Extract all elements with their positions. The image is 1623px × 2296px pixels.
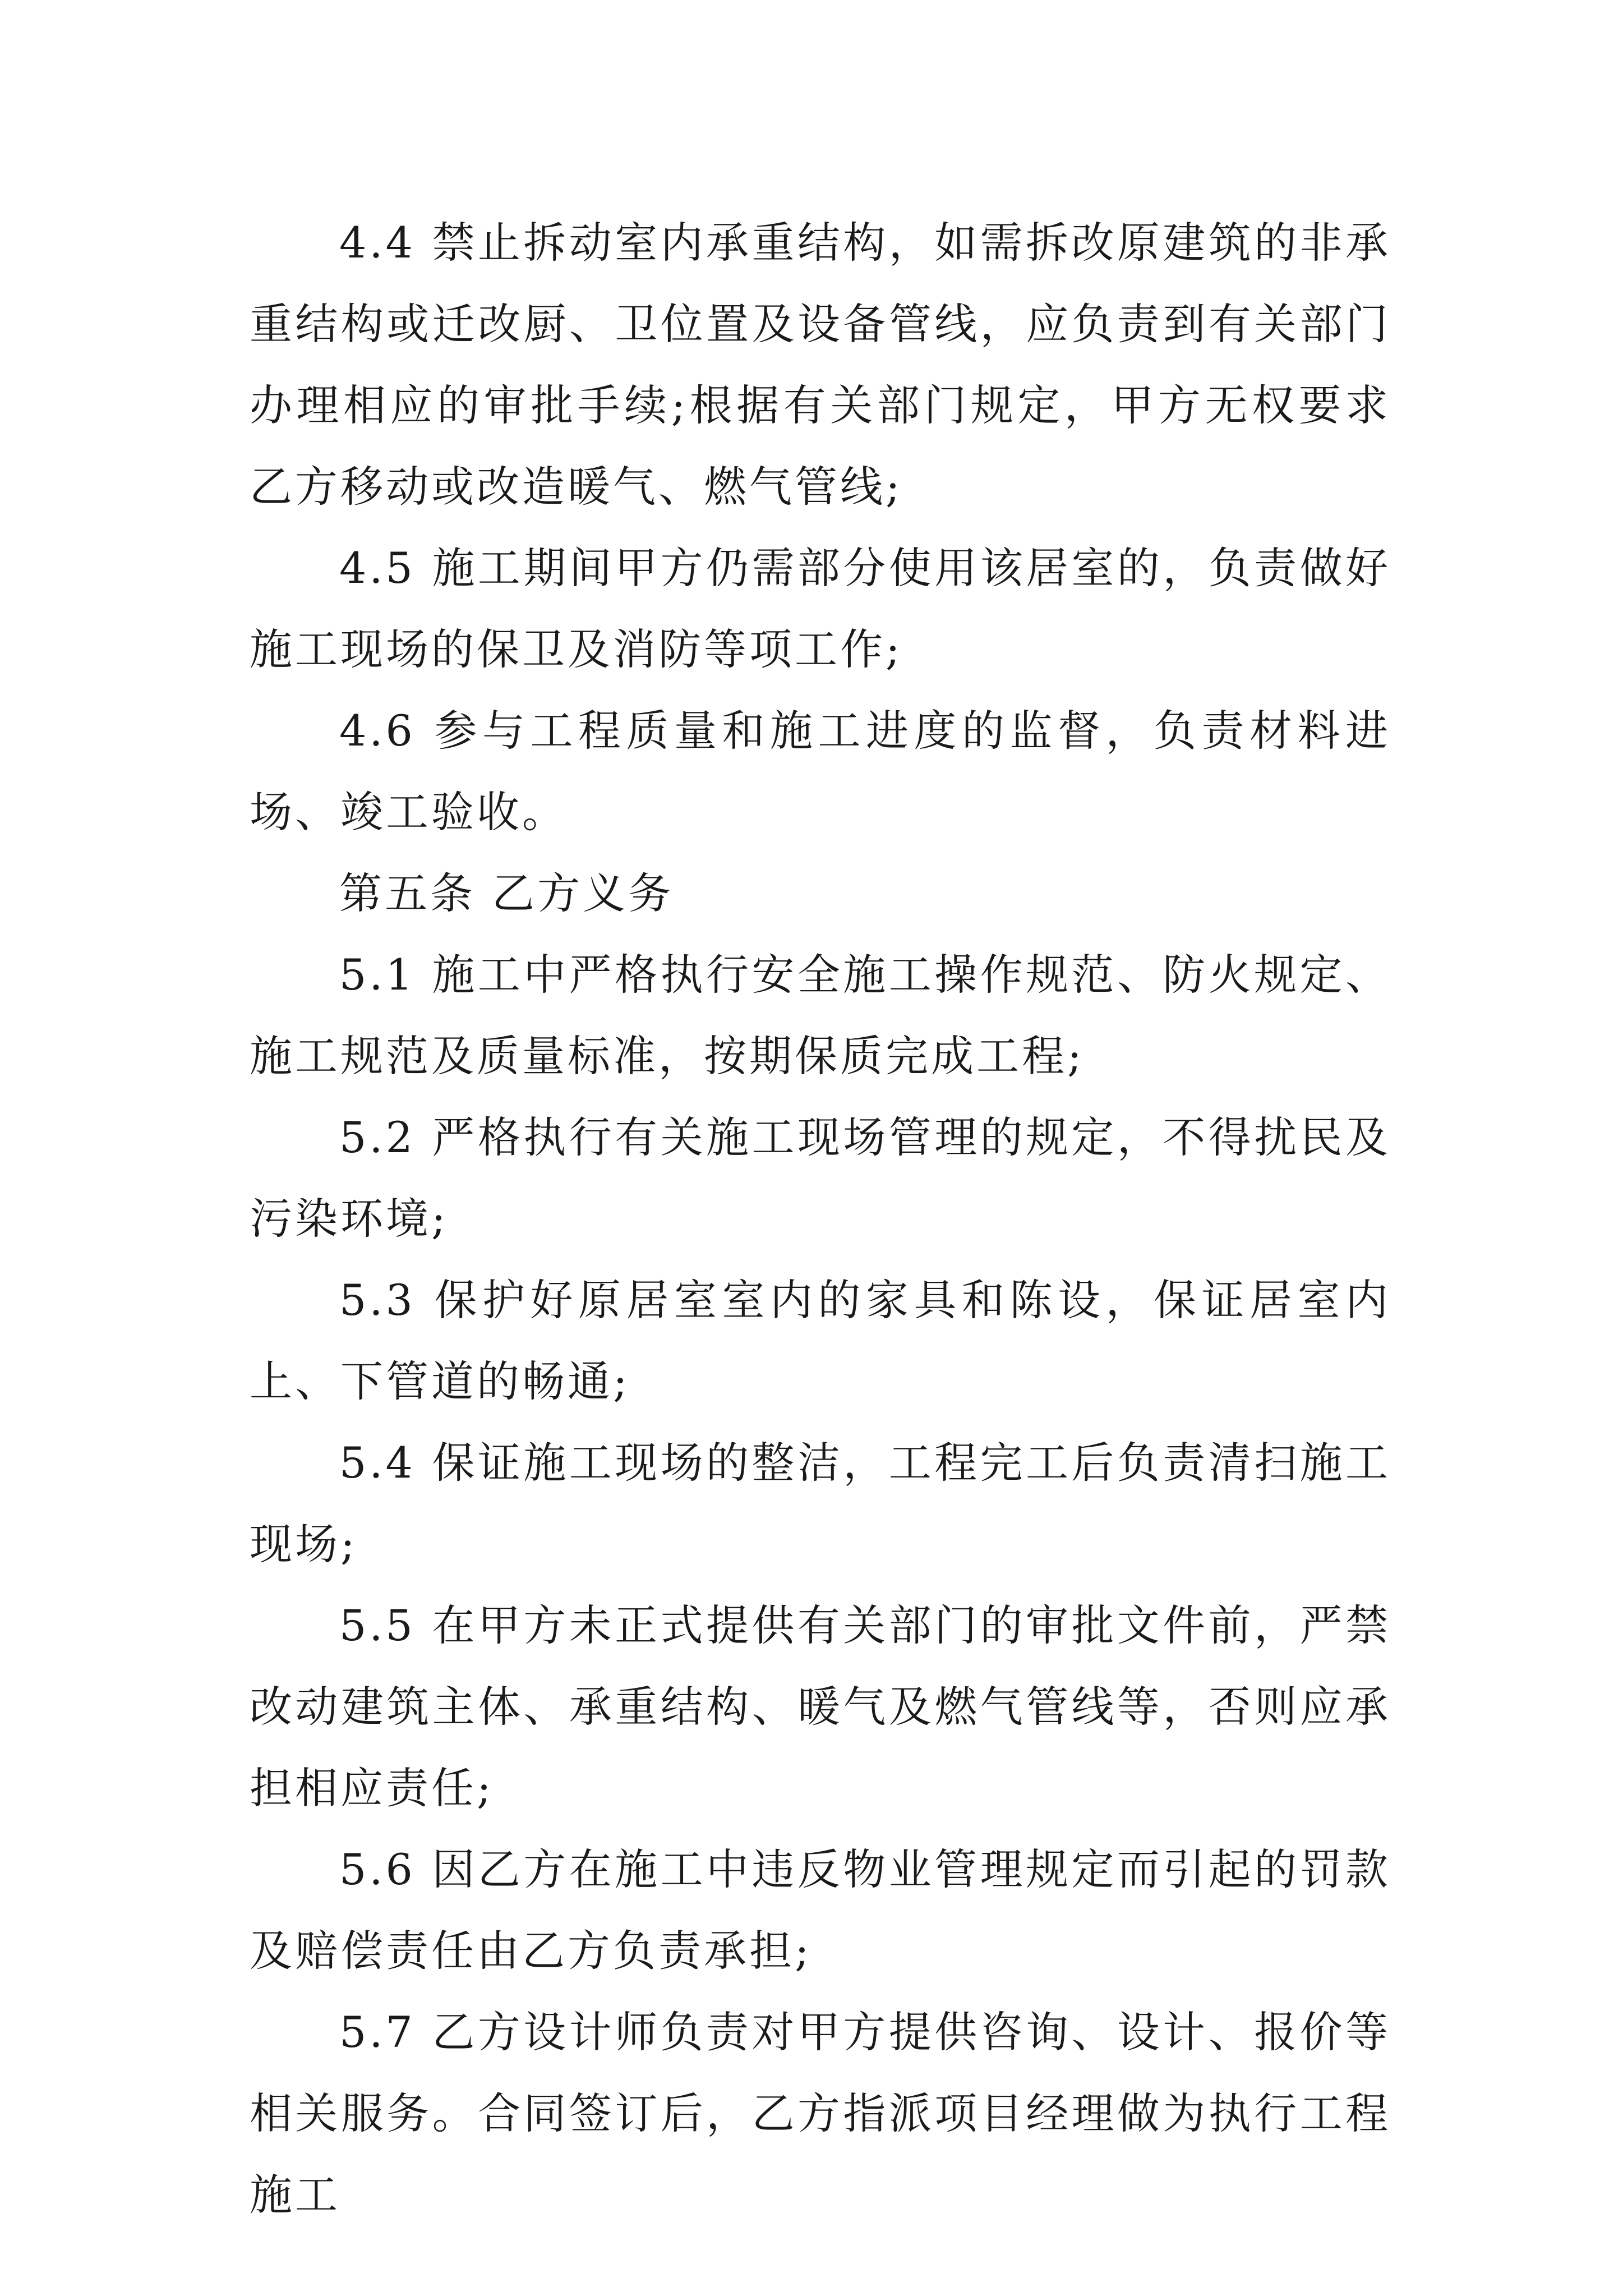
clause-4-4: 4.4 禁止拆动室内承重结构，如需拆改原建筑的非承重结构或迁改厨、卫位置及设备管线，应负责到有关部门办理相应的审批手续;根据有关部门规定，甲方无权要求乙方移动或改造暖气、燃气管线;: [250, 218, 1391, 512]
clause-5-2: 5.2 严格执行有关施工现场管理的规定，不得扰民及污染环境;: [250, 1112, 1391, 1244]
clause-5-3: 5.3 保护好原居室室内的家具和陈设，保证居室内上、下管道的畅通;: [250, 1275, 1391, 1406]
document-body: [250, 202, 1391, 2235]
clause-5-5: 5.5 在甲方未正式提供有关部门的审批文件前，严禁改动建筑主体、承重结构、暖气及燃气管线等，否则应承担相应责任;: [250, 1600, 1391, 1813]
clause-5-7: 5.7 乙方设计师负责对甲方提供咨询、设计、报价等相关服务。合同签订后，乙方指派项目经理做为执行工程施工: [250, 2007, 1391, 2220]
clause-5-4: 5.4 保证施工现场的整洁，工程完工后负责清扫施工现场;: [250, 1438, 1391, 1569]
clause-5-6: 5.6 因乙方在施工中违反物业管理规定而引起的罚款及赔偿责任由乙方负责承担;: [250, 1844, 1391, 1976]
clause-4-6: 4.6 参与工程质量和施工进度的监督，负责材料进场、竣工验收。: [250, 706, 1391, 837]
article-5-heading: 第五条 乙方义务: [339, 868, 674, 918]
clause-5-1: 5.1 施工中严格执行安全施工操作规范、防火规定、施工规范及质量标准，按期保质完成工程;: [250, 950, 1391, 1081]
clause-4-5: 4.5 施工期间甲方仍需部分使用该居室的，负责做好施工现场的保卫及消防等项工作;: [250, 543, 1391, 674]
